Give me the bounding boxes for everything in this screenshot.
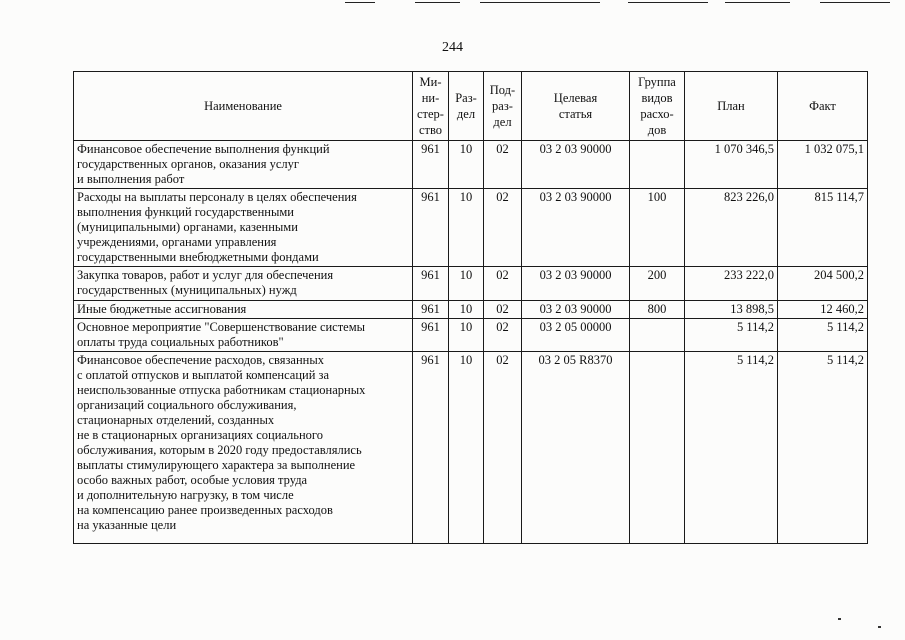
header-section: Раз- дел xyxy=(449,72,484,141)
scan-artifact xyxy=(345,2,375,3)
table-row xyxy=(74,189,868,267)
page-number: 244 xyxy=(442,40,463,55)
row-target: 03 2 03 90000 xyxy=(522,301,630,319)
row-target: 03 2 05 R8370 xyxy=(522,352,630,544)
header-fact: Факт xyxy=(778,72,868,141)
row-section: 10 xyxy=(449,352,484,544)
row-plan: 13 898,5 xyxy=(685,301,778,319)
row-plan: 1 070 346,5 xyxy=(685,141,778,189)
row-section: 10 xyxy=(449,301,484,319)
table-row xyxy=(74,301,868,319)
row-target: 03 2 03 90000 xyxy=(522,141,630,189)
row-ministry: 961 xyxy=(413,319,449,352)
row-plan: 5 114,2 xyxy=(685,352,778,544)
row-fact: 12 460,2 xyxy=(778,301,868,319)
row-ministry: 961 xyxy=(413,352,449,544)
row-subsection: 02 xyxy=(484,141,522,189)
row-section: 10 xyxy=(449,319,484,352)
row-plan: 823 226,0 xyxy=(685,189,778,267)
row-name: Основное мероприятие "Совершенствование системы оплаты труда социальных работников" xyxy=(74,319,413,352)
row-name: Финансовое обеспечение выполнения функций государственных органов, оказания услуг и выполнения работ xyxy=(74,141,413,189)
row-section: 10 xyxy=(449,141,484,189)
row-group: 200 xyxy=(630,267,685,301)
row-fact: 815 114,7 xyxy=(778,189,868,267)
row-fact: 1 032 075,1 xyxy=(778,141,868,189)
row-group: 100 xyxy=(630,189,685,267)
header-ministry: Ми- ни- стер- ство xyxy=(413,72,449,141)
row-subsection: 02 xyxy=(484,352,522,544)
header-type-group: Группа видов расхо- дов xyxy=(630,72,685,141)
row-name: Иные бюджетные ассигнования xyxy=(74,301,413,319)
scan-artifact xyxy=(628,2,708,3)
row-subsection: 02 xyxy=(484,319,522,352)
header-target: Целевая статья xyxy=(522,72,630,141)
header-plan: План xyxy=(685,72,778,141)
row-group: 800 xyxy=(630,301,685,319)
row-fact: 5 114,2 xyxy=(778,352,868,544)
header-row xyxy=(74,72,868,141)
row-fact: 204 500,2 xyxy=(778,267,868,301)
row-section: 10 xyxy=(449,189,484,267)
header-subsection: Под- раз- дел xyxy=(484,72,522,141)
row-target: 03 2 03 90000 xyxy=(522,267,630,301)
row-ministry: 961 xyxy=(413,141,449,189)
row-subsection: 02 xyxy=(484,189,522,267)
row-ministry: 961 xyxy=(413,301,449,319)
row-subsection: 02 xyxy=(484,267,522,301)
row-target: 03 2 05 00000 xyxy=(522,319,630,352)
scan-speck xyxy=(878,626,881,628)
row-section: 10 xyxy=(449,267,484,301)
row-name: Расходы на выплаты персоналу в целях обеспечения выполнения функций государственными (муниципальными) органами, казенными учреждениями, органами управления государственными внебюджетными фондами xyxy=(74,189,413,267)
row-target: 03 2 03 90000 xyxy=(522,189,630,267)
row-subsection: 02 xyxy=(484,301,522,319)
scan-artifact xyxy=(415,2,460,3)
row-ministry: 961 xyxy=(413,267,449,301)
row-plan: 5 114,2 xyxy=(685,319,778,352)
table-row xyxy=(74,267,868,301)
row-ministry: 961 xyxy=(413,189,449,267)
scan-speck xyxy=(838,618,841,620)
table-row xyxy=(74,352,868,544)
row-group xyxy=(630,352,685,544)
row-name: Финансовое обеспечение расходов, связанных с оплатой отпусков и выплатой компенсаций за неиспользованные отпуска работникам стационарных организаций социального обслуживания, стационарных отделений, созданных не в стационарных организациях социального обслуживания, которым в 2020 году предоставлялись выплаты стимулирующего характера за выполнение особо важных работ, особые условия труда и дополнительную нагрузку, в том числе на компенсацию ранее произведенных расходов на указанные цели xyxy=(74,352,413,544)
row-fact: 5 114,2 xyxy=(778,319,868,352)
row-group xyxy=(630,319,685,352)
header-name: Наименование xyxy=(74,72,413,141)
scan-artifact xyxy=(820,2,890,3)
scan-artifact xyxy=(480,2,600,3)
scan-artifact xyxy=(725,2,790,3)
table-row xyxy=(74,319,868,352)
row-group xyxy=(630,141,685,189)
row-plan: 233 222,0 xyxy=(685,267,778,301)
budget-table xyxy=(73,71,868,544)
table-row xyxy=(74,141,868,189)
row-name: Закупка товаров, работ и услуг для обеспечения государственных (муниципальных) нужд xyxy=(74,267,413,301)
